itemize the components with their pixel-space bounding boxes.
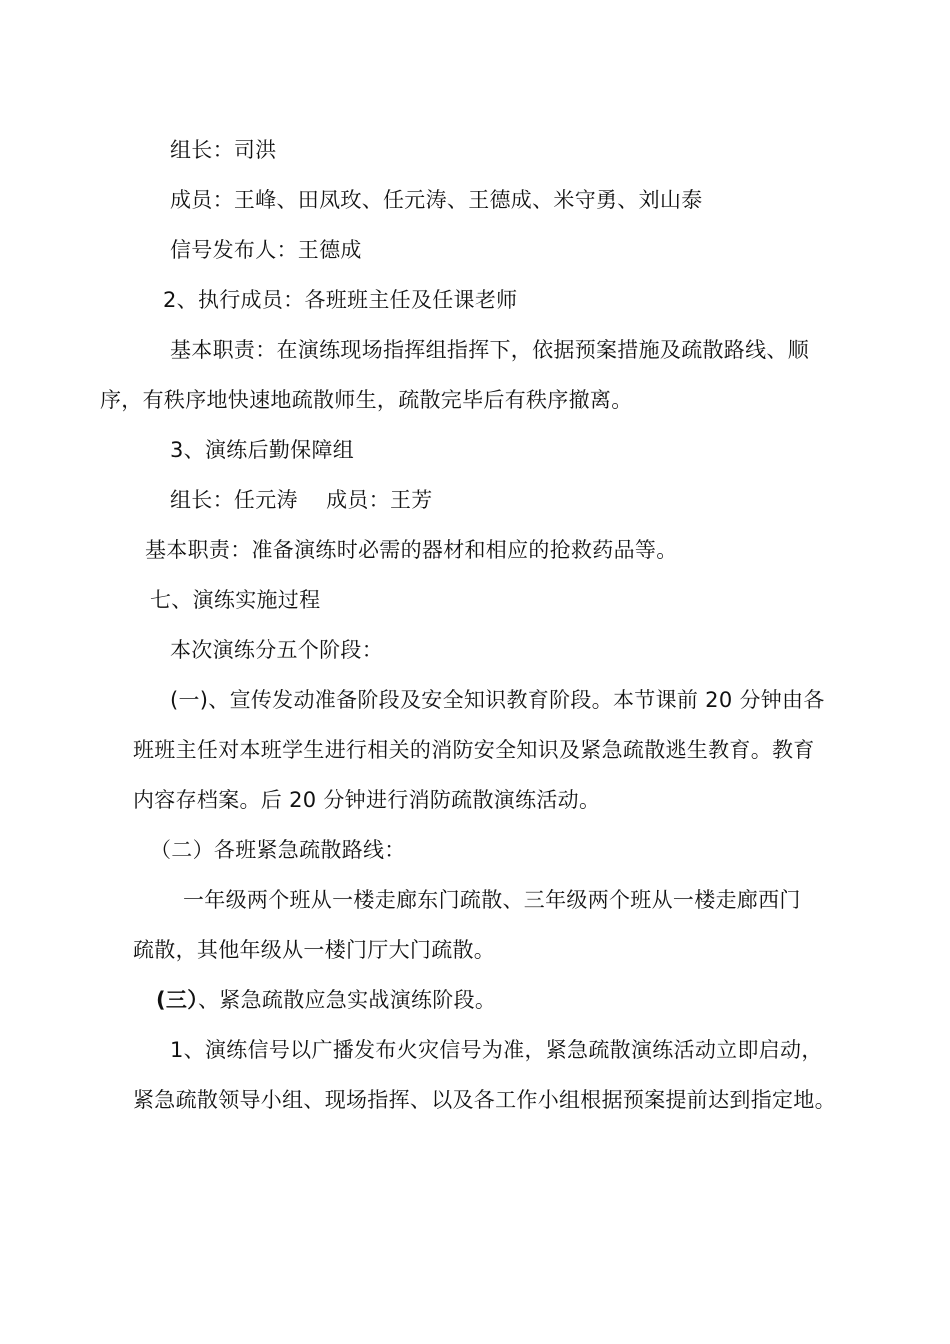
text-line: (一)、宣传发动准备阶段及安全知识教育阶段。本节课前 20 分钟由各 xyxy=(170,688,825,712)
text-line: 基本职责：准备演练时必需的器材和相应的抢救药品等。 xyxy=(145,538,678,562)
section-heading: 七、演练实施过程 xyxy=(150,588,321,612)
text-line: 组长：任元涛 成员：王芳 xyxy=(170,488,433,512)
text-line: 序，有秩序地快速地疏散师生，疏散完毕后有秩序撤离。 xyxy=(100,388,633,412)
text-line: 班班主任对本班学生进行相关的消防安全知识及紧急疏散逃生教育。教育 xyxy=(133,738,815,762)
text-line: 内容存档案。后 20 分钟进行消防疏散演练活动。 xyxy=(133,788,601,812)
text-line: 组长：司洪 xyxy=(170,138,277,162)
text-line: 基本职责：在演练现场指挥组指挥下，依据预案措施及疏散路线、顺 xyxy=(170,338,809,362)
text-line: 疏散，其他年级从一楼门厅大门疏散。 xyxy=(133,938,496,962)
text-line: 成员：王峰、田凤玫、任元涛、王德成、米守勇、刘山泰 xyxy=(170,188,703,212)
bold-prefix: (三） xyxy=(156,988,198,1012)
text-line: 一年级两个班从一楼走廊东门疏散、三年级两个班从一楼走廊西门 xyxy=(183,888,801,912)
text-line: 本次演练分五个阶段： xyxy=(170,638,383,662)
text-line: 3、演练后勤保障组 xyxy=(170,438,355,462)
text-line: 1、演练信号以广播发布火灾信号为准，紧急疏散演练活动立即启动， xyxy=(170,1038,823,1062)
text-line: （二）各班紧急疏散路线： xyxy=(150,838,406,862)
text-line: 紧急疏散领导小组、现场指挥、以及各工作小组根据预案提前达到指定地。 xyxy=(133,1088,836,1112)
text-line: 信号发布人：王德成 xyxy=(170,238,362,262)
text-line: 2、执行成员：各班班主任及任课老师 xyxy=(163,288,518,312)
text-line xyxy=(156,985,496,1015)
text-line-rest: 、紧急疏散应急实战演练阶段。 xyxy=(198,988,497,1012)
